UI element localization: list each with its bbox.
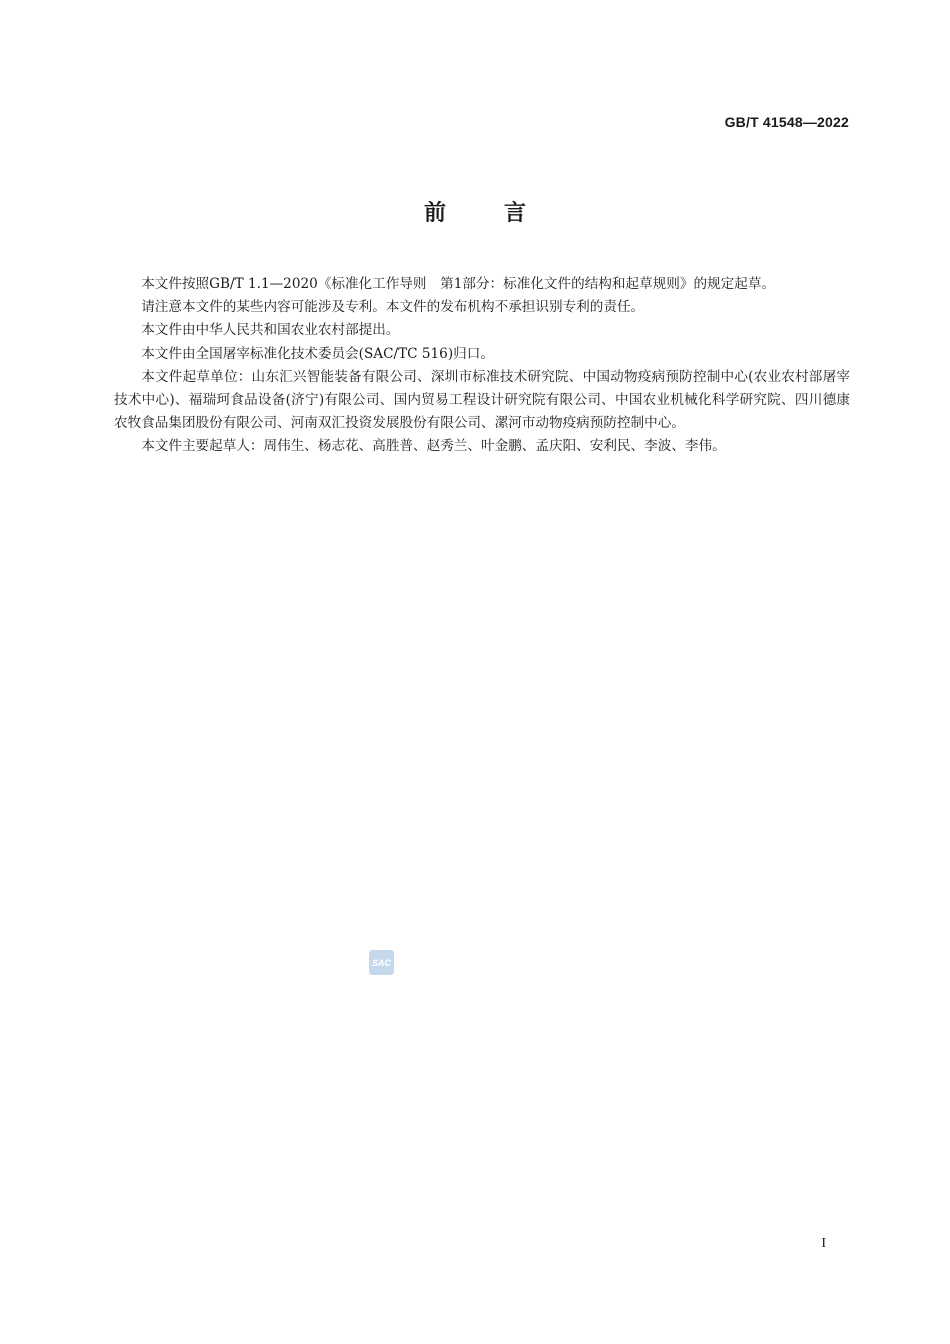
paragraph-proposer: 本文件由中华人民共和国农业农村部提出。: [141, 322, 400, 339]
paragraph-drafting-units: 本文件起草单位：山东汇兴智能装备有限公司、深圳市标准技术研究院、中国动物疫病预防控制中心(农业农村部屠宰技术中心)、福瑞珂食品设备(济宁)有限公司、国内贸易工程设计研究院有限公司、中国农业机械化科学研究院、四川德康农牧食品集团股份有限公司、河南双汇投资发展股份有限公司、漯河市动物疫病预防控制中心。: [114, 368, 850, 432]
foreword-body: [114, 273, 850, 459]
standard-number: GB/T 41548—2022: [724, 114, 849, 130]
paragraph-drafters: 本文件主要起草人：周伟生、杨志花、高胜普、赵秀兰、叶金鹏、孟庆阳、安利民、李波、李伟。: [141, 438, 726, 455]
sac-watermark-logo: [369, 950, 394, 975]
page-number: I: [821, 1236, 826, 1251]
paragraph-drafting-rules: 本文件按照GB/T 1.1—2020《标准化工作导则 第1部分：标准化文件的结构和起草规则》的规定起草。: [141, 276, 776, 292]
sac-logo-text: SAC: [371, 957, 391, 968]
page-title: 前言: [423, 201, 584, 226]
paragraph-committee: 本文件由全国屠宰标准化技术委员会(SAC/TC 516)归口。: [141, 345, 494, 362]
paragraph-patent-notice: 请注意本文件的某些内容可能涉及专利。本文件的发布机构不承担识别专利的责任。: [141, 299, 645, 316]
